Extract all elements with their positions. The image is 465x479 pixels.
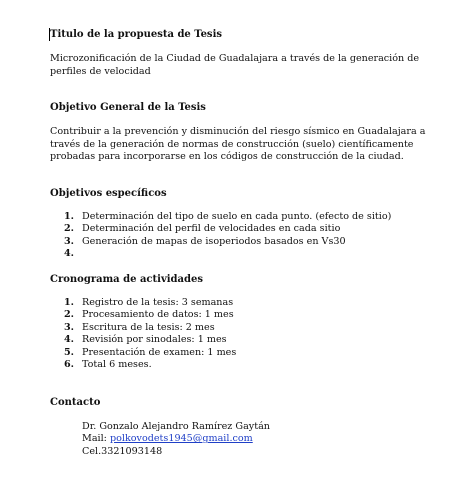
list-number: 4. bbox=[64, 334, 75, 346]
list-item-text: Presentación de examen: 1 mes bbox=[82, 346, 237, 358]
list-item-text: Total 6 meses. bbox=[82, 358, 152, 370]
thesis-title-line: Microzonificación de la Ciudad de Guadalajara a través de la generación de bbox=[50, 53, 420, 64]
list-item bbox=[50, 322, 236, 334]
mail-label: Mail: bbox=[82, 433, 110, 445]
specific-objectives-list bbox=[50, 211, 391, 261]
list-item-text: Escritura de la tesis: 2 mes bbox=[82, 321, 215, 333]
list-number: 4. bbox=[64, 248, 75, 260]
contact-name: Dr. Gonzalo Alejandro Ramírez Gaytán bbox=[82, 421, 270, 432]
list-item-text: Determinación del perfil de velocidades en cada sitio bbox=[82, 223, 341, 235]
list-number: 1. bbox=[64, 211, 75, 222]
objective-general-text bbox=[50, 126, 426, 164]
list-number: 5. bbox=[64, 346, 75, 358]
list-number: 2. bbox=[64, 309, 75, 321]
list-item bbox=[50, 359, 236, 371]
list-item-text: Revisión por sinodales: 1 mes bbox=[82, 334, 227, 346]
thesis-title-text bbox=[50, 53, 420, 78]
contact-phone: Cel.3321093148 bbox=[82, 445, 163, 457]
list-number: 1. bbox=[64, 297, 75, 308]
list-item bbox=[50, 236, 391, 248]
objective-general-line: probadas para incorporarse en los códigos de construcción de la ciudad. bbox=[50, 151, 404, 163]
thesis-title-heading: Titulo de la propuesta de Tesis bbox=[50, 29, 222, 40]
list-number: 3. bbox=[64, 321, 75, 333]
thesis-title-line: perfiles de velocidad bbox=[50, 65, 151, 77]
list-item bbox=[50, 334, 236, 346]
contact-details bbox=[82, 421, 270, 458]
list-item-text: Determinación del tipo de suelo en cada punto. (efecto de sitio) bbox=[82, 211, 392, 222]
list-item bbox=[50, 248, 391, 260]
list-item bbox=[50, 211, 391, 223]
specific-objectives-heading: Objetivos específicos bbox=[50, 188, 167, 199]
list-item bbox=[50, 297, 236, 309]
objective-general-line: Contribuir a la prevención y disminución del riesgo sísmico en Guadalajara a bbox=[50, 126, 426, 137]
list-item bbox=[50, 309, 236, 321]
email-link[interactable]: polkovodets1945@gmail.com bbox=[109, 433, 253, 445]
contact-heading: Contacto bbox=[50, 397, 101, 408]
objective-general-line: través de la generación de normas de construcción (suelo) científicamente bbox=[50, 138, 414, 150]
list-item bbox=[50, 347, 236, 359]
list-number: 3. bbox=[64, 235, 75, 247]
contact-mail-line bbox=[82, 433, 270, 445]
schedule-list bbox=[50, 297, 236, 371]
list-item-text: Registro de la tesis: 3 semanas bbox=[82, 297, 234, 308]
list-number: 6. bbox=[64, 358, 75, 370]
schedule-heading: Cronograma de actividades bbox=[50, 274, 204, 285]
list-item bbox=[50, 223, 391, 235]
objective-general-heading: Objetivo General de la Tesis bbox=[50, 102, 206, 113]
list-item-text: Generación de mapas de isoperiodos basados en Vs30 bbox=[82, 235, 346, 247]
list-item-text: Procesamiento de datos: 1 mes bbox=[82, 309, 234, 321]
list-number: 2. bbox=[64, 223, 75, 235]
